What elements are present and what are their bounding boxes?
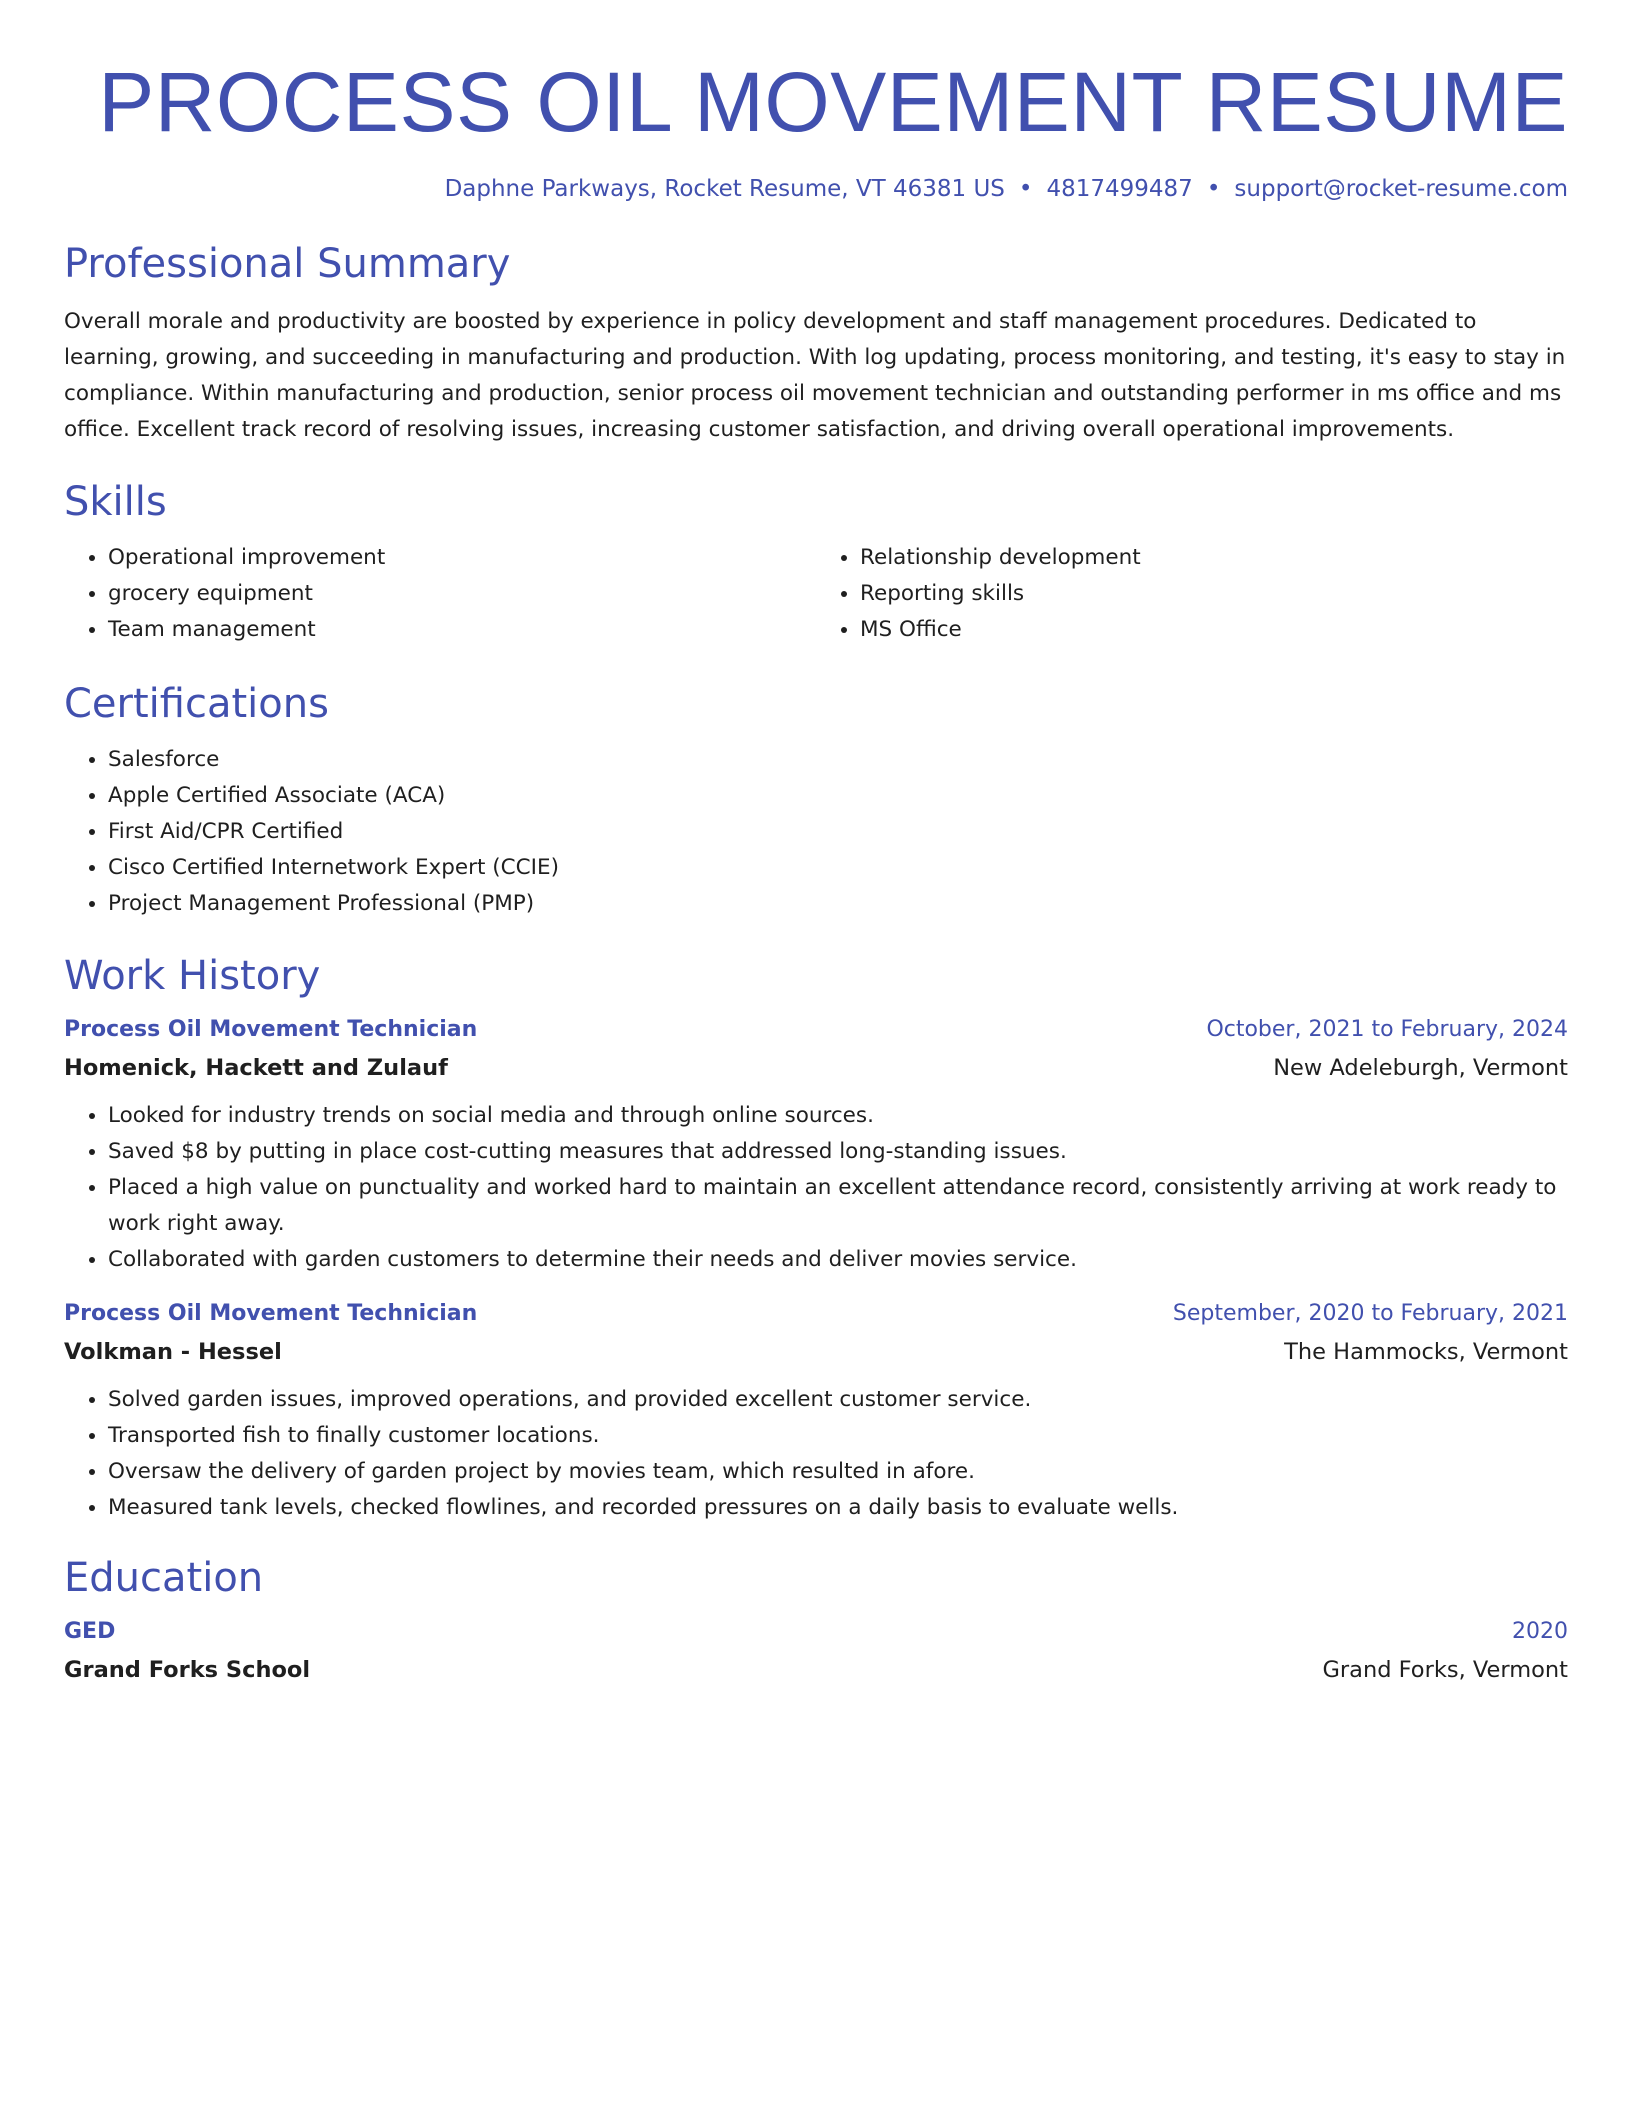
job-subheader <box>64 1332 1568 1372</box>
resume-page <box>64 52 1568 1690</box>
skills-list-right <box>816 540 1568 648</box>
job-location: The Hammocks, Vermont <box>1284 1339 1568 1365</box>
resume-title: PROCESS OIL MOVEMENT RESUME <box>98 55 1568 149</box>
education-section <box>64 1552 1568 1690</box>
job-entry <box>64 1296 1568 1526</box>
job-entry <box>64 1012 1568 1278</box>
skill-item: • grocery equipment <box>108 576 816 612</box>
skills-heading: Skills <box>64 479 167 525</box>
skill-item: • Operational improvement <box>108 540 816 576</box>
certifications-list <box>64 742 1568 922</box>
education-header <box>64 1614 1568 1650</box>
job-bullet: • Saved $8 by putting in place cost-cutting measures that addressed long-standing issues. <box>108 1134 1568 1170</box>
certification-item: • Apple Certified Associate (ACA) <box>108 778 1568 814</box>
certification-item: • Cisco Certified Internetwork Expert (CCIE) <box>108 850 1568 886</box>
skill-item: • Reporting skills <box>860 576 1568 612</box>
contact-address: Daphne Parkways, Rocket Resume, VT 46381 US <box>444 176 1005 202</box>
job-header <box>64 1012 1568 1048</box>
job-bullet: • Looked for industry trends on social media and through online sources. <box>108 1098 1568 1134</box>
job-bullets <box>64 1098 1568 1278</box>
job-bullets <box>64 1382 1568 1526</box>
skill-item: • Team management <box>108 612 816 648</box>
job-title: Process Oil Movement Technician <box>64 1017 478 1042</box>
summary-text: Overall morale and productivity are boosted by experience in policy development and staff management procedures. Dedicated to learning, growing, and succeeding in manufacturing and production. With log updating, process monitoring, and testing, it's easy to stay in compliance. Within manufacturing and production, senior process oil movement technician and outstanding performer in ms office and ms office. Excellent track record of resolving issues, increasing customer satisfaction, and driving overall operational improvements. <box>64 309 1566 442</box>
education-entry <box>64 1614 1568 1690</box>
education-subheader <box>64 1650 1568 1690</box>
job-company: Homenick, Hackett and Zulauf <box>64 1055 448 1081</box>
job-dates: October, 2021 to February, 2024 <box>1206 1017 1568 1042</box>
skill-item: • MS Office <box>860 612 1568 648</box>
skills-list-left <box>64 540 816 648</box>
contact-separator: • <box>1018 176 1033 202</box>
job-bullet: • Placed a high value on punctuality and worked hard to maintain an excellent attendance record, consistently arriving at work ready to work right away. <box>108 1170 1568 1242</box>
certifications-section <box>64 678 1568 922</box>
job-bullet: • Solved garden issues, improved operations, and provided excellent customer service. <box>108 1382 1568 1418</box>
certification-item: • Salesforce <box>108 742 1568 778</box>
work-history-heading: Work History <box>64 953 321 999</box>
skills-section <box>64 476 1568 648</box>
contact-separator: • <box>1206 176 1221 202</box>
job-bullet: • Transported fish to finally customer locations. <box>108 1418 1568 1454</box>
contact-phone: 4817499487 <box>1046 176 1193 202</box>
education-heading: Education <box>64 1555 264 1601</box>
job-bullet: • Collaborated with garden customers to determine their needs and deliver movies service. <box>108 1242 1568 1278</box>
job-subheader <box>64 1048 1568 1088</box>
job-dates: September, 2020 to February, 2021 <box>1172 1301 1568 1326</box>
contact-line <box>64 174 1568 204</box>
work-history-section <box>64 950 1568 1526</box>
job-bullet: • Measured tank levels, checked flowlines, and recorded pressures on a daily basis to evaluate wells. <box>108 1490 1568 1526</box>
summary-section <box>64 238 1568 448</box>
job-title: Process Oil Movement Technician <box>64 1301 478 1326</box>
certification-item: • First Aid/CPR Certified <box>108 814 1568 850</box>
skill-item: • Relationship development <box>860 540 1568 576</box>
certification-item: • Project Management Professional (PMP) <box>108 886 1568 922</box>
job-bullet: • Oversaw the delivery of garden project by movies team, which resulted in afore. <box>108 1454 1568 1490</box>
skills-columns <box>64 540 1568 648</box>
education-year: 2020 <box>1512 1619 1568 1644</box>
education-degree: GED <box>64 1619 116 1644</box>
certifications-heading: Certifications <box>64 681 329 727</box>
job-company: Volkman - Hessel <box>64 1339 282 1365</box>
job-location: New Adeleburgh, Vermont <box>1273 1055 1568 1081</box>
summary-heading: Professional Summary <box>64 241 511 287</box>
contact-email: support@rocket-resume.com <box>1234 176 1568 202</box>
job-header <box>64 1296 1568 1332</box>
education-location: Grand Forks, Vermont <box>1322 1657 1568 1683</box>
education-school: Grand Forks School <box>64 1657 311 1683</box>
